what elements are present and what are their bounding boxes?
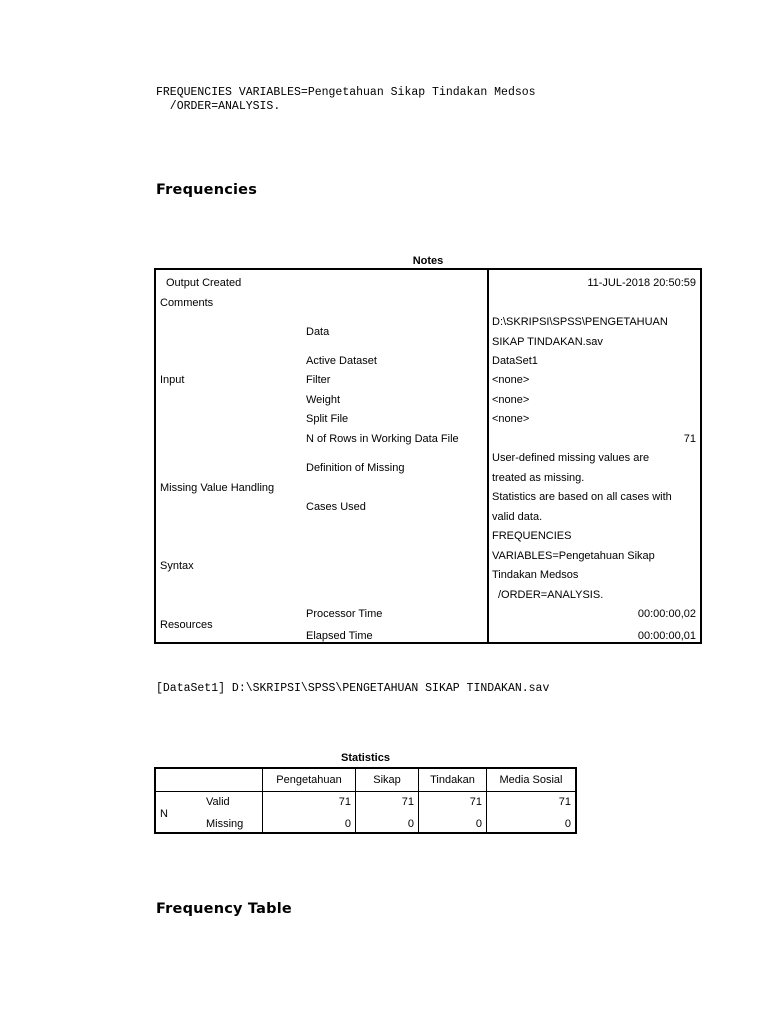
data-label: Data xyxy=(306,326,330,338)
cases-used-value-2: valid data. xyxy=(492,511,543,523)
processor-time-label: Processor Time xyxy=(306,608,383,620)
output-created-value: 11-JUL-2018 20:50:59 xyxy=(587,277,696,289)
syntax-value-4: /ORDER=ANALYSIS. xyxy=(498,589,604,601)
syntax-value-3: Tindakan Medsos xyxy=(492,569,579,581)
stats-missing-cell: 0 xyxy=(475,818,482,830)
syntax-value-1: FREQUENCIES xyxy=(492,530,572,542)
statistics-caption: Statistics xyxy=(341,752,390,764)
cases-used-value-1: Statistics are based on all cases with xyxy=(492,491,672,503)
syntax-label: Syntax xyxy=(160,560,194,572)
elapsed-time-value: 00:00:00,01 xyxy=(637,630,696,642)
data-value-1: D:\SKRIPSI\SPSS\PENGETAHUAN xyxy=(492,316,668,328)
syntax-line-1: FREQUENCIES VARIABLES=Pengetahuan Sikap Tindakan Medsos xyxy=(156,86,536,99)
filter-label: Filter xyxy=(306,374,331,386)
stats-valid-cell: 71 xyxy=(558,796,571,808)
split-file-label: Split File xyxy=(306,413,349,425)
frequency-table-heading: Frequency Table xyxy=(156,901,292,917)
stats-valid-cell: 71 xyxy=(469,796,482,808)
active-dataset-label: Active Dataset xyxy=(306,355,377,367)
stats-header-rule xyxy=(156,791,575,792)
comments-label: Comments xyxy=(160,297,214,309)
weight-value: <none> xyxy=(492,394,530,406)
filter-value: <none> xyxy=(492,374,530,386)
stats-col-header: Sikap xyxy=(373,774,401,786)
stats-col-header: Media Sosial xyxy=(499,774,563,786)
active-dataset-value: DataSet1 xyxy=(492,355,538,367)
notes-table xyxy=(154,268,702,644)
definition-of-missing-value-1: User-defined missing values are xyxy=(492,452,650,464)
input-label: Input xyxy=(160,374,185,386)
split-file-value: <none> xyxy=(492,413,530,425)
syntax-block xyxy=(156,86,536,114)
stats-col-header: Pengetahuan xyxy=(276,774,342,786)
output-created-label: Output Created xyxy=(166,277,242,289)
stats-valid-cell: 71 xyxy=(338,796,351,808)
stats-valid-label: Valid xyxy=(206,796,230,808)
syntax-line-2: /ORDER=ANALYSIS. xyxy=(156,100,281,113)
cases-used-label: Cases Used xyxy=(306,501,366,513)
n-rows-value: 71 xyxy=(683,433,696,445)
resources-label: Resources xyxy=(160,619,213,631)
frequencies-heading: Frequencies xyxy=(156,182,258,198)
missing-value-handling-label: Missing Value Handling xyxy=(160,482,275,494)
definition-of-missing-value-2: treated as missing. xyxy=(492,472,585,484)
weight-label: Weight xyxy=(306,394,341,406)
stats-missing-cell: 0 xyxy=(564,818,571,830)
dataset-line: [DataSet1] D:\SKRIPSI\SPSS\PENGETAHUAN SIKAP TINDAKAN.sav xyxy=(156,682,550,695)
stats-valid-cell: 71 xyxy=(401,796,414,808)
stats-col-header: Tindakan xyxy=(430,774,475,786)
processor-time-value: 00:00:00,02 xyxy=(637,608,696,620)
notes-column-divider xyxy=(487,270,489,642)
stats-missing-cell: 0 xyxy=(407,818,414,830)
data-value-2: SIKAP TINDAKAN.sav xyxy=(492,336,603,348)
stats-missing-label: Missing xyxy=(206,818,244,830)
definition-of-missing-label: Definition of Missing xyxy=(306,462,405,474)
stats-n-label: N xyxy=(160,808,168,820)
syntax-value-2: VARIABLES=Pengetahuan Sikap xyxy=(492,550,655,562)
stats-missing-cell: 0 xyxy=(344,818,351,830)
statistics-table xyxy=(154,767,577,834)
notes-caption: Notes xyxy=(412,255,444,267)
elapsed-time-label: Elapsed Time xyxy=(306,630,373,642)
n-rows-label: N of Rows in Working Data File xyxy=(306,433,459,445)
